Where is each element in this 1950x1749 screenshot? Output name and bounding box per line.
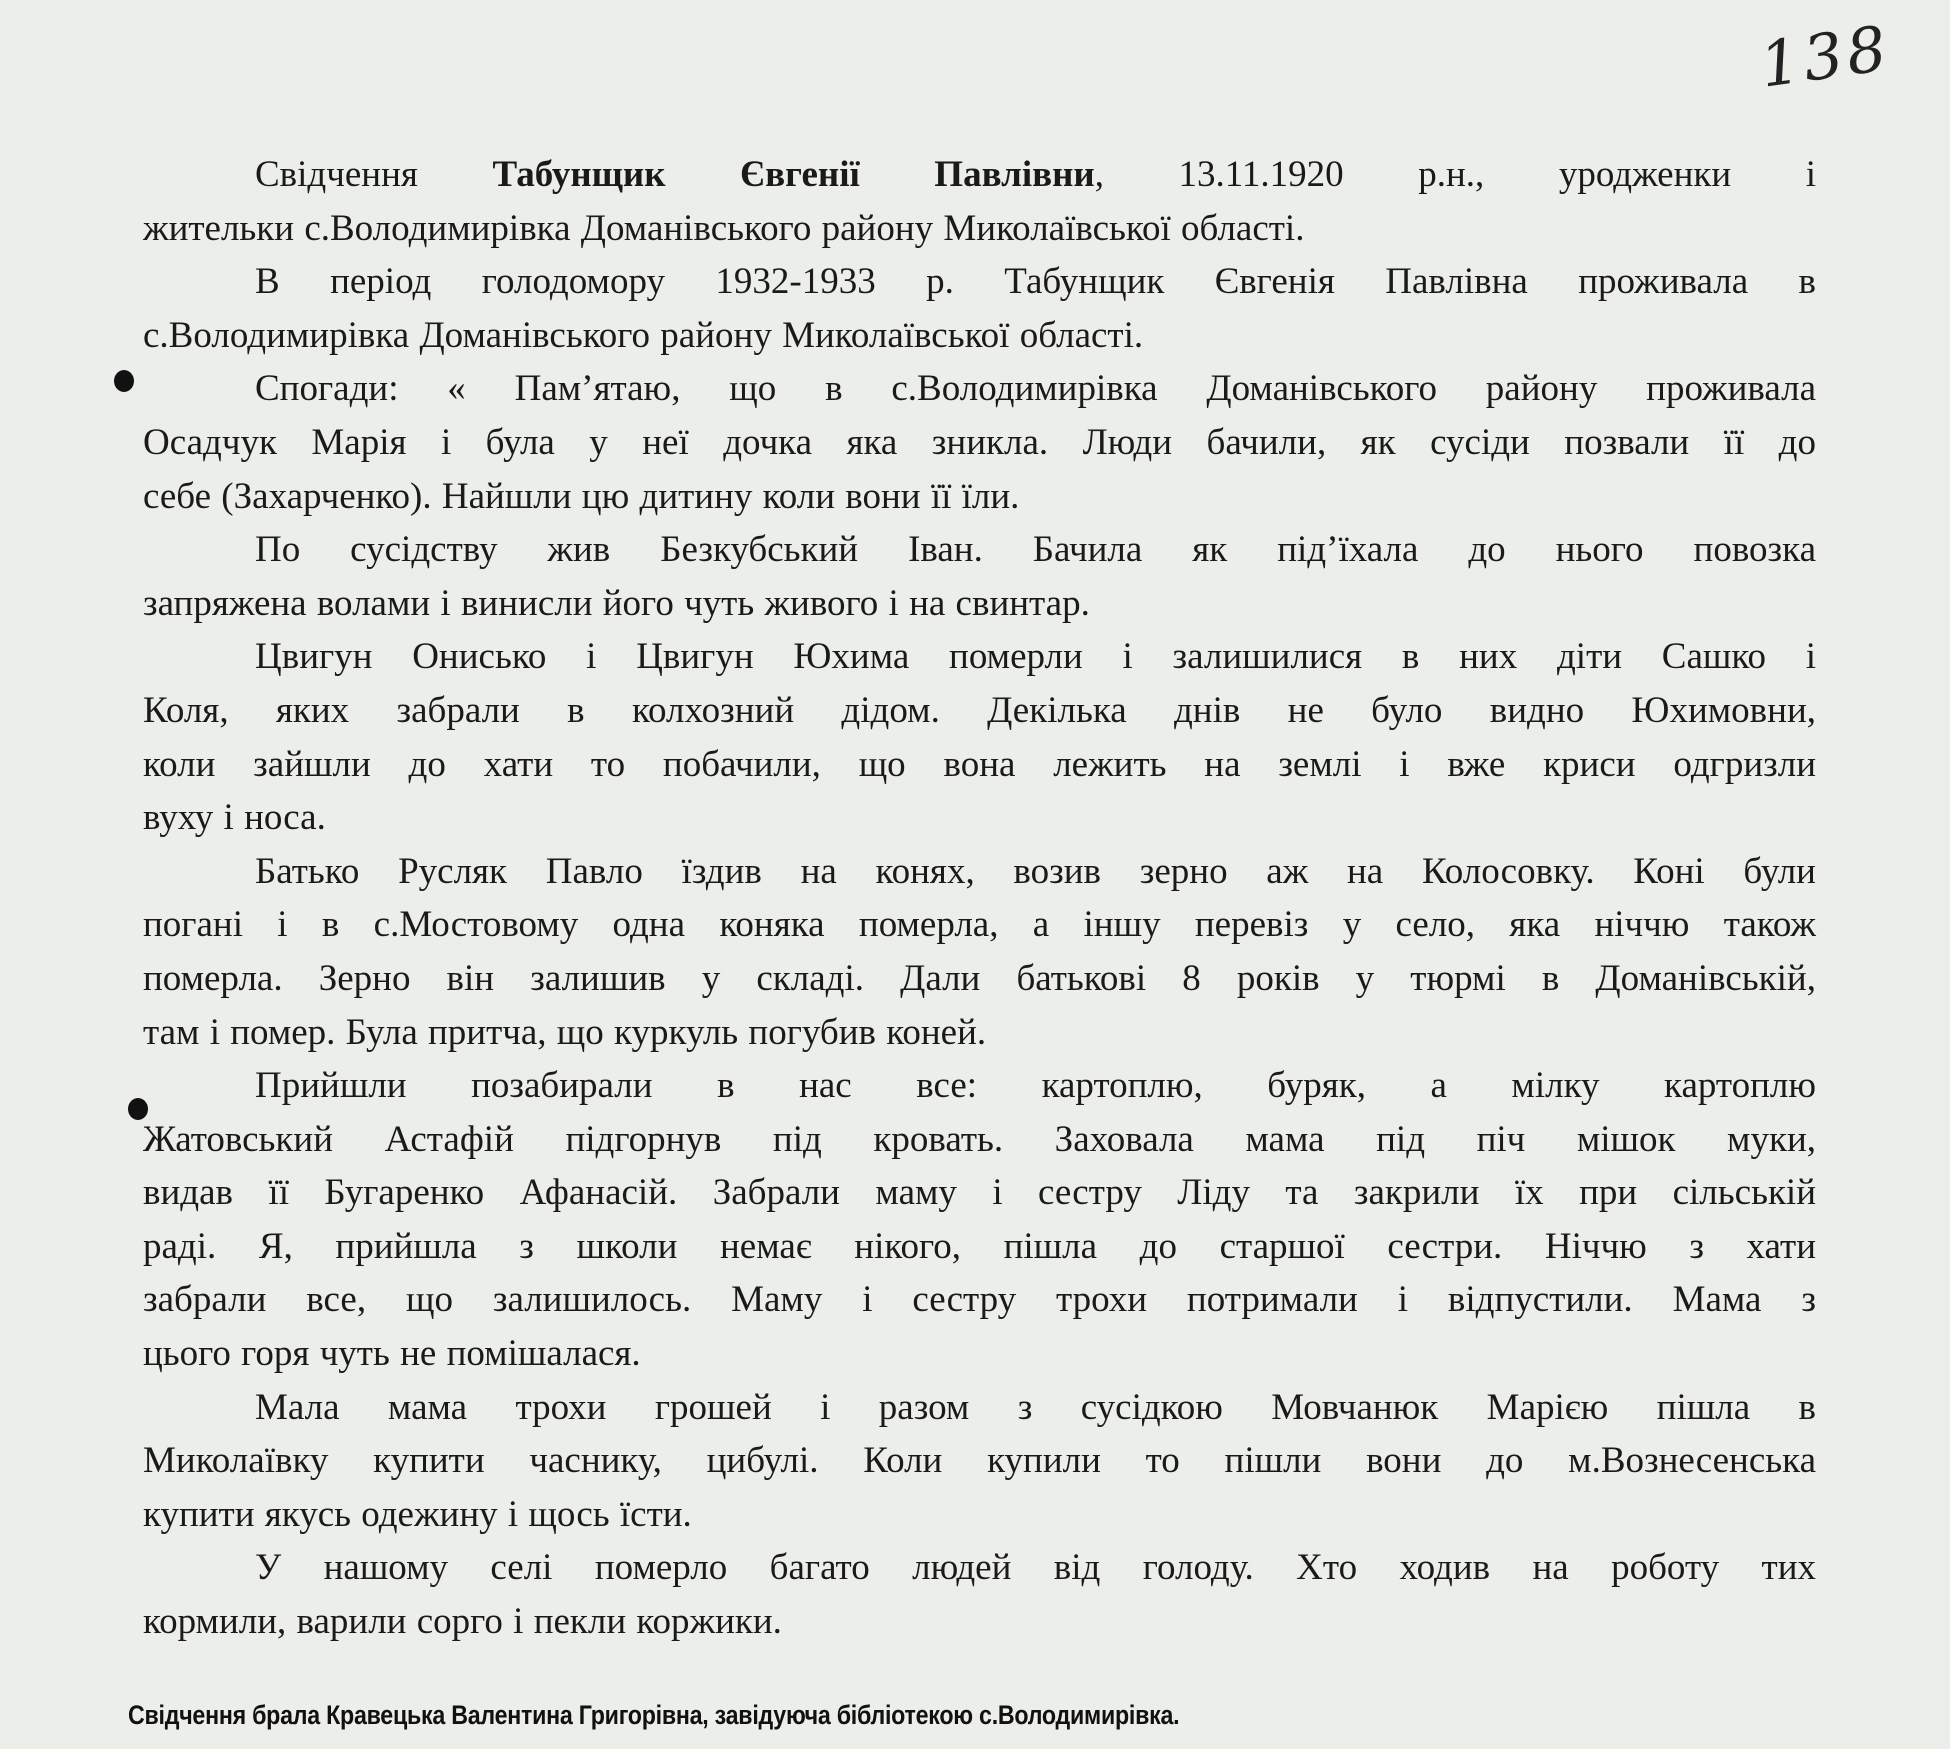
text-line (143, 202, 1816, 256)
text-segment: Батько Русляк Павло їздив на конях, возив зерно аж на Колосовку. Коні були (255, 850, 1816, 892)
paragraph (143, 1541, 1816, 1648)
testimony-body (143, 148, 1816, 1649)
witness-name: Табунщик Євгенії Павлівни (492, 154, 1095, 195)
text-segment: Свідчення (255, 154, 493, 195)
text-line (143, 577, 1816, 631)
text-segment: с.Володимирівка Доманівського району Миколаївської області. (143, 314, 1144, 356)
text-segment: Цвигун Онисько і Цвигун Юхима померли і залишилися в них діти Сашко і (255, 636, 1816, 678)
text-line (143, 845, 1816, 899)
paragraph (143, 255, 1816, 362)
text-line (143, 1006, 1816, 1060)
text-line (143, 1488, 1816, 1542)
text-line (143, 898, 1816, 952)
text-segment: В період голодомору 1932-1933 р. Табунщик Євгенія Павлівна проживала в (255, 261, 1816, 303)
text-segment: цього горя чуть не помішалася. (143, 1333, 641, 1375)
text-segment: Коля, яких забрали в колхозний дідом. Декілька днів не було видно Юхимовни, (143, 689, 1816, 731)
text-segment: , 13.11.1920 р.н., уродженки і (1094, 154, 1817, 195)
paragraph (143, 1381, 1816, 1542)
text-segment: Жатовський Астафій підгорнув під кровать. Заховала мама під піч мішок муки, (143, 1118, 1816, 1160)
text-segment: Миколаївку купити часнику, цибулі. Коли купили то пішли вони до м.Вознесенська (143, 1440, 1816, 1482)
text-segment: Прийшли позабирали в нас все: картоплю, буряк, а мілку картоплю (255, 1065, 1816, 1107)
text-segment: жительки с.Володимирівка Доманівського району Миколаївської області. (143, 207, 1305, 249)
text-line (143, 1381, 1816, 1435)
text-segment: купити якусь одежину і щось їсти. (143, 1493, 692, 1535)
text-segment: У нашому селі померло багато людей від голоду. Хто ходив на роботу тих (255, 1547, 1816, 1589)
text-line (143, 470, 1816, 524)
text-segment: погані і в с.Мостовому одна коняка померла, а іншу перевіз у село, яка ніччю також (143, 904, 1816, 946)
text-line (143, 1113, 1816, 1167)
text-segment: померла. Зерно він залишив у складі. Дали батькові 8 років у тюрмі в Доманівській, (143, 957, 1816, 999)
paragraph (143, 845, 1816, 1059)
text-segment: По сусідству жив Безкубський Іван. Бачила як під’їхала до нього повозка (255, 529, 1816, 571)
text-segment: раді. Я, прийшла з школи немає нікого, пішла до старшої сестри. Ніччю з хати (143, 1225, 1816, 1267)
text-segment: там і помер. Була притча, що куркуль погубив коней. (143, 1011, 987, 1053)
footer-note: Свідчення брала Кравецька Валентина Григорівна, завідуюча бібліотекою с.Володимирівка. (128, 1700, 1180, 1730)
paragraph (143, 148, 1816, 255)
text-line (143, 952, 1816, 1006)
text-line (143, 791, 1816, 845)
text-segment: видав її Бугаренко Афанасій. Забрали маму і сестру Ліду та закрили їх при сільській (143, 1172, 1816, 1214)
text-segment: коли зайшли до хати то побачили, що вона лежить на землі і вже криси одгризли (143, 743, 1816, 785)
paragraph (143, 362, 1816, 523)
text-line (143, 1059, 1816, 1113)
punch-hole (114, 370, 134, 392)
text-line (143, 523, 1816, 577)
text-segment: себе (Захарченко). Найшли цю дитину коли вони її їли. (143, 475, 1020, 517)
text-line (143, 684, 1816, 738)
text-segment: Спогади: « Пам’ятаю, що в с.Володимирівка Доманівського району проживала (255, 368, 1816, 410)
text-line (143, 309, 1816, 363)
text-segment: Мала мама трохи грошей і разом з сусідкою Мовчанюк Марією пішла в (255, 1386, 1816, 1428)
text-line (143, 148, 1816, 202)
text-line (143, 1166, 1816, 1220)
paragraph (143, 523, 1816, 630)
text-line (143, 362, 1816, 416)
text-line (143, 738, 1816, 792)
text-segment: вуху і носа. (143, 797, 326, 839)
paragraph (143, 1059, 1816, 1381)
paragraph (143, 630, 1816, 844)
text-line (143, 1541, 1816, 1595)
text-segment: забрали все, що залишилось. Маму і сестру трохи потримали і відпустили. Мама з (143, 1279, 1816, 1321)
text-line (143, 1220, 1816, 1274)
text-line (143, 1595, 1816, 1649)
text-segment: запряжена волами і винисли його чуть живого і на свинтар. (143, 582, 1090, 624)
text-segment: Осадчук Марія і була у неї дочка яка зникла. Люди бачили, як сусіди позвали її до (143, 421, 1816, 463)
text-line (143, 416, 1816, 470)
handwritten-page-number: 138 (1755, 11, 1895, 102)
text-line (143, 630, 1816, 684)
text-line (143, 1273, 1816, 1327)
text-segment: кормили, варили сорго і пекли коржики. (143, 1601, 782, 1643)
text-line (143, 255, 1816, 309)
text-line (143, 1327, 1816, 1381)
text-line (143, 1434, 1816, 1488)
